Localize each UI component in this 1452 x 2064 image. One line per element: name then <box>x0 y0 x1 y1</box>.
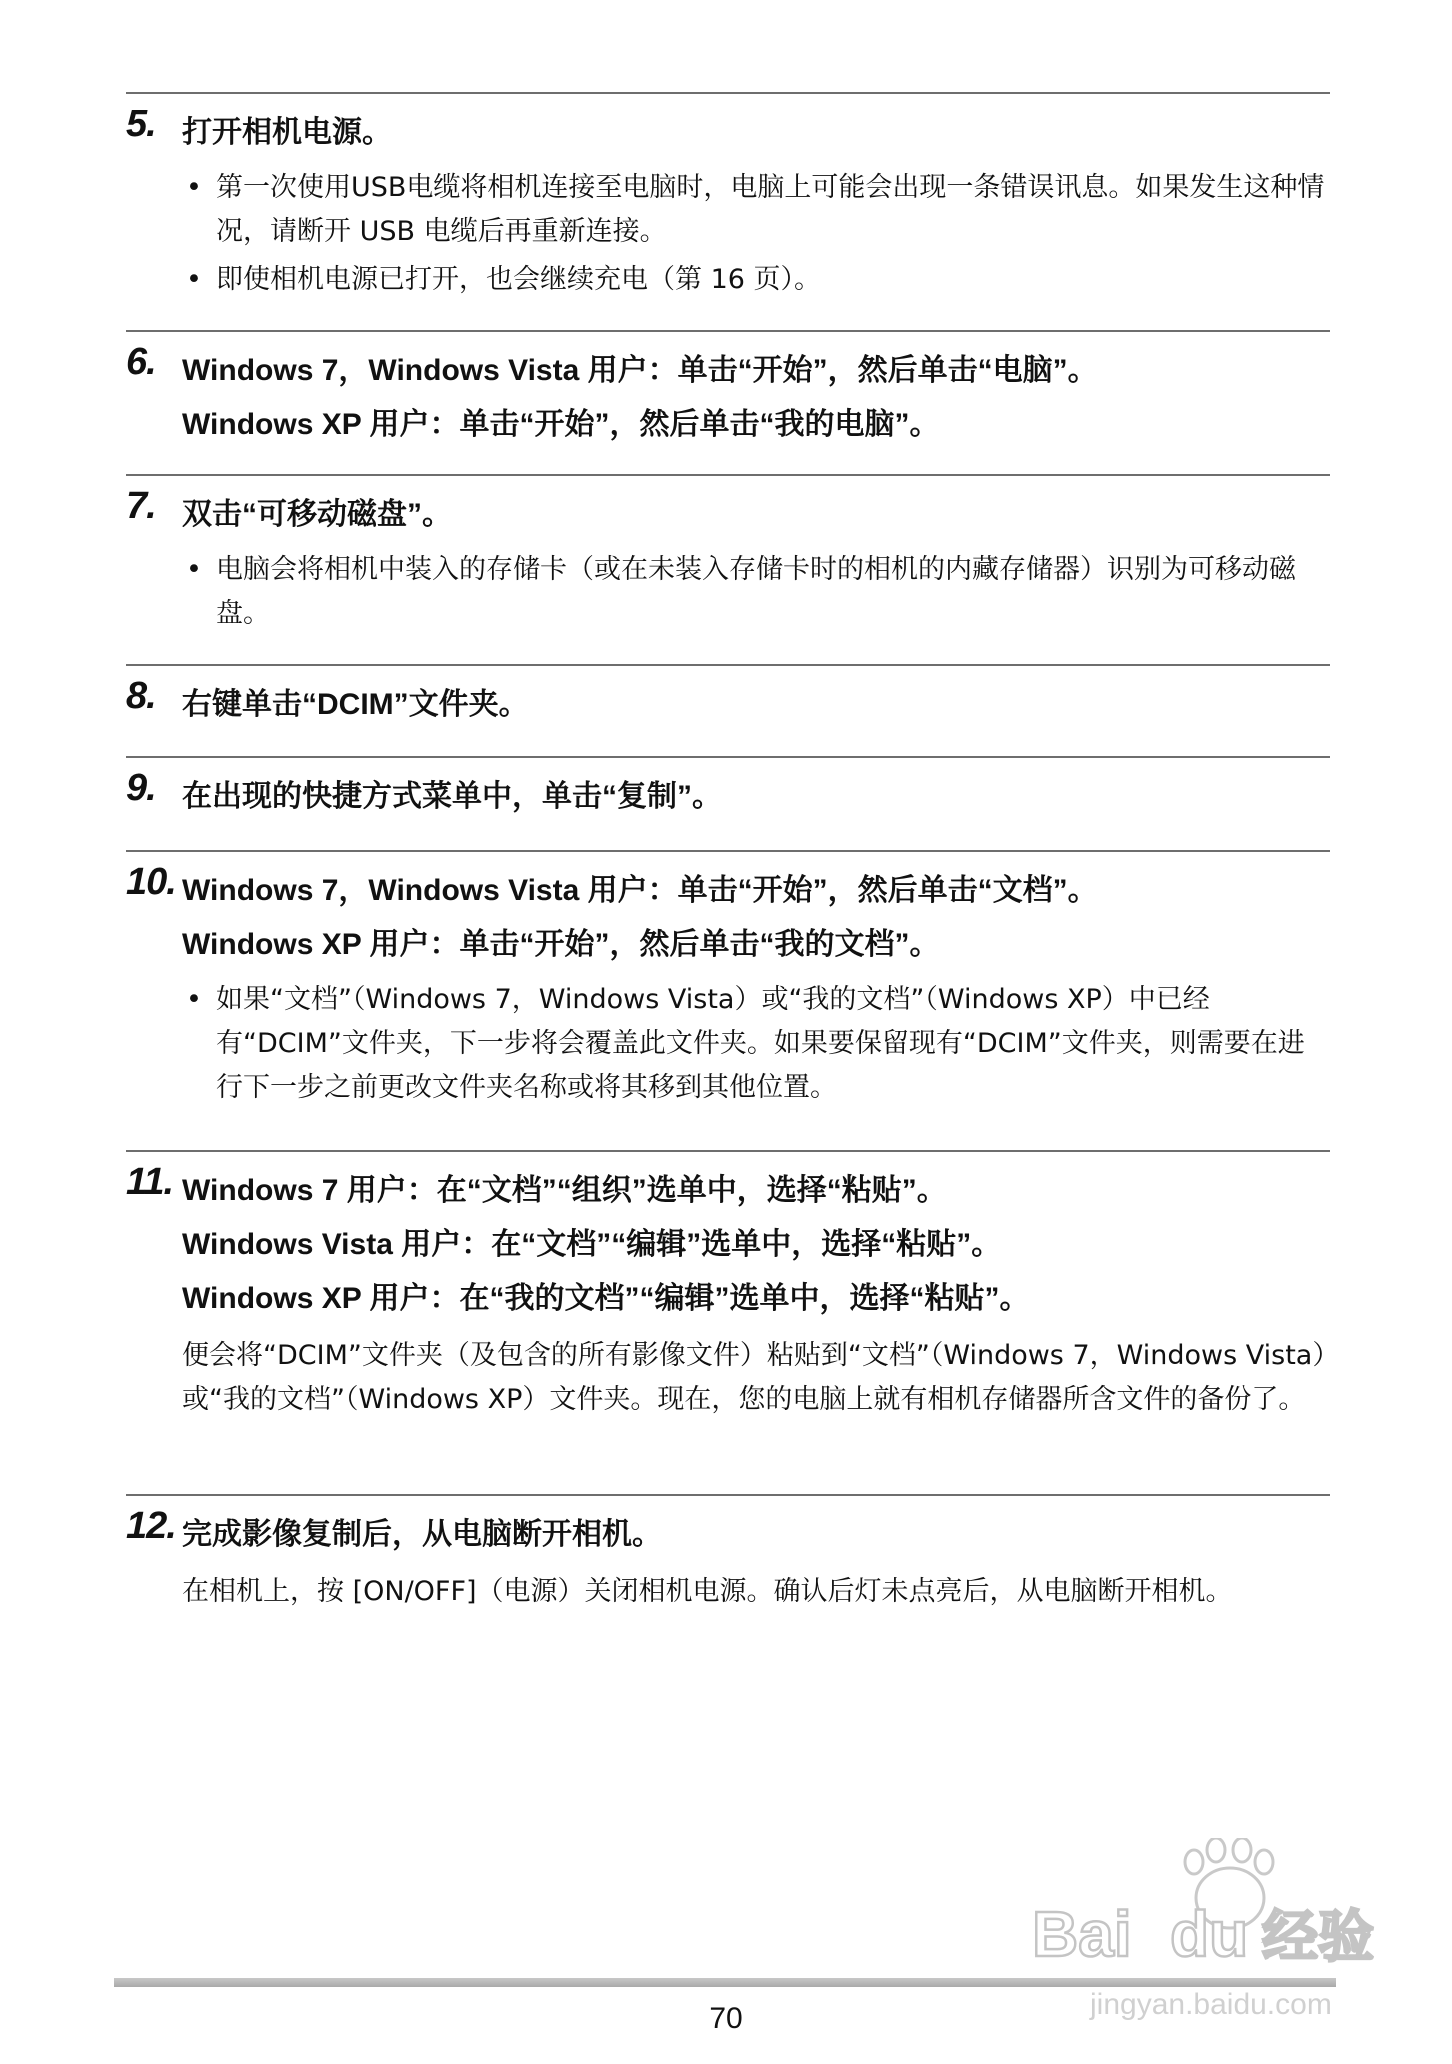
step-number: 7. <box>126 485 156 527</box>
svg-text:经验: 经验 <box>1262 1905 1374 1970</box>
step-number: 8. <box>126 675 156 717</box>
step-number: 11. <box>126 1161 174 1203</box>
bullet-item <box>182 978 1330 1110</box>
step-number: 5. <box>126 103 156 145</box>
bullet-text: 如果“文档”（Windows 7，Windows Vista）或“我的文档”（Windows XP）中已经有“DCIM”文件夹，下一步将会覆盖此文件夹。如果要保留现有“DCIM”文件夹，则需要在进行下一步之前更改文件夹名称或将其移到其他位置。 <box>216 984 1305 1103</box>
step-12-head <box>126 1505 1330 1562</box>
bullet-list <box>182 166 1330 302</box>
bullet-text: 即使相机电源已打开，也会继续充电（第 16 页）。 <box>216 264 822 295</box>
bullet-dot-icon: • <box>186 984 202 1015</box>
step-6-head <box>126 341 1330 452</box>
step-description: 便会将“DCIM”文件夹（及包含的所有影像文件）粘贴到“文档”（Windows 7，Windows Vista）或“我的文档”（Windows XP）文件夹。现在，您的电脑上就有相机存储器所含文件的备份了。 <box>182 1340 1326 1415</box>
step-7-head <box>126 485 1330 542</box>
bullet-item <box>182 166 1330 254</box>
step-11-head <box>126 1161 1330 1326</box>
step-title: 双击“可移动磁盘”。 <box>182 498 452 531</box>
footer-rule <box>114 1978 1336 1987</box>
step-number: 9. <box>126 767 156 809</box>
step-10-head <box>126 861 1330 972</box>
step-title: Windows XP 用户：单击“开始”，然后单击“我的文档”。 <box>182 928 940 961</box>
svg-text:jingyan.baidu.com: jingyan.baidu.com <box>1090 1988 1332 2021</box>
step-title: 右键单击“DCIM”文件夹。 <box>182 688 529 721</box>
step-5-head <box>126 103 1330 160</box>
step-title: Windows 7 用户：在“文档”“组织”选单中，选择“粘贴”。 <box>182 1174 947 1207</box>
step-title: Windows XP 用户：在“我的文档”“编辑”选单中，选择“粘贴”。 <box>182 1282 1030 1315</box>
step-title: 完成影像复制后，从电脑断开相机。 <box>182 1518 662 1551</box>
svg-text:du: du <box>1170 1898 1249 1970</box>
step-title: 打开相机电源。 <box>182 116 392 149</box>
step-title: Windows 7，Windows Vista 用户：单击“开始”，然后单击“电脑”。 <box>182 354 1098 387</box>
step-5 <box>126 92 1330 306</box>
step-11 <box>126 1150 1330 1422</box>
step-number: 12. <box>126 1505 176 1547</box>
step-number: 6. <box>126 341 156 383</box>
step-9-head <box>126 767 1330 824</box>
step-9 <box>126 756 1330 824</box>
step-title: Windows Vista 用户：在“文档”“编辑”选单中，选择“粘贴”。 <box>182 1228 1002 1261</box>
bullet-item <box>182 548 1330 636</box>
baidu-watermark-logo <box>1030 1838 1380 2028</box>
bullet-text: 第一次使用USB电缆将相机连接至电脑时，电脑上可能会出现一条错误讯息。如果发生这种情况，请断开 USB 电缆后再重新连接。 <box>216 172 1325 247</box>
bullet-list <box>182 978 1330 1110</box>
step-10 <box>126 850 1330 1114</box>
step-8 <box>126 664 1330 732</box>
step-title: 在出现的快捷方式菜单中，单击“复制”。 <box>182 780 722 813</box>
step-title: Windows XP 用户：单击“开始”，然后单击“我的电脑”。 <box>182 408 940 441</box>
page-number: 70 <box>709 2002 743 2035</box>
step-description: 在相机上，按 [ON/OFF]（电源）关闭相机电源。确认后灯未点亮后，从电脑断开相机。 <box>182 1576 1233 1607</box>
step-12 <box>126 1494 1330 1614</box>
bullet-text: 电脑会将相机中装入的存储卡（或在未装入存储卡时的相机的内藏存储器）识别为可移动磁盘。 <box>216 554 1296 629</box>
bullet-dot-icon: • <box>186 554 202 585</box>
step-6 <box>126 330 1330 452</box>
bullet-item <box>182 258 1330 302</box>
bullet-dot-icon: • <box>186 172 202 203</box>
step-number: 10. <box>126 861 176 903</box>
bullet-dot-icon: • <box>186 264 202 295</box>
bullet-list <box>182 548 1330 636</box>
step-7 <box>126 474 1330 640</box>
svg-text:Bai: Bai <box>1032 1898 1132 1970</box>
step-title: Windows 7，Windows Vista 用户：单击“开始”，然后单击“文档”。 <box>182 874 1098 907</box>
step-8-head <box>126 675 1330 732</box>
